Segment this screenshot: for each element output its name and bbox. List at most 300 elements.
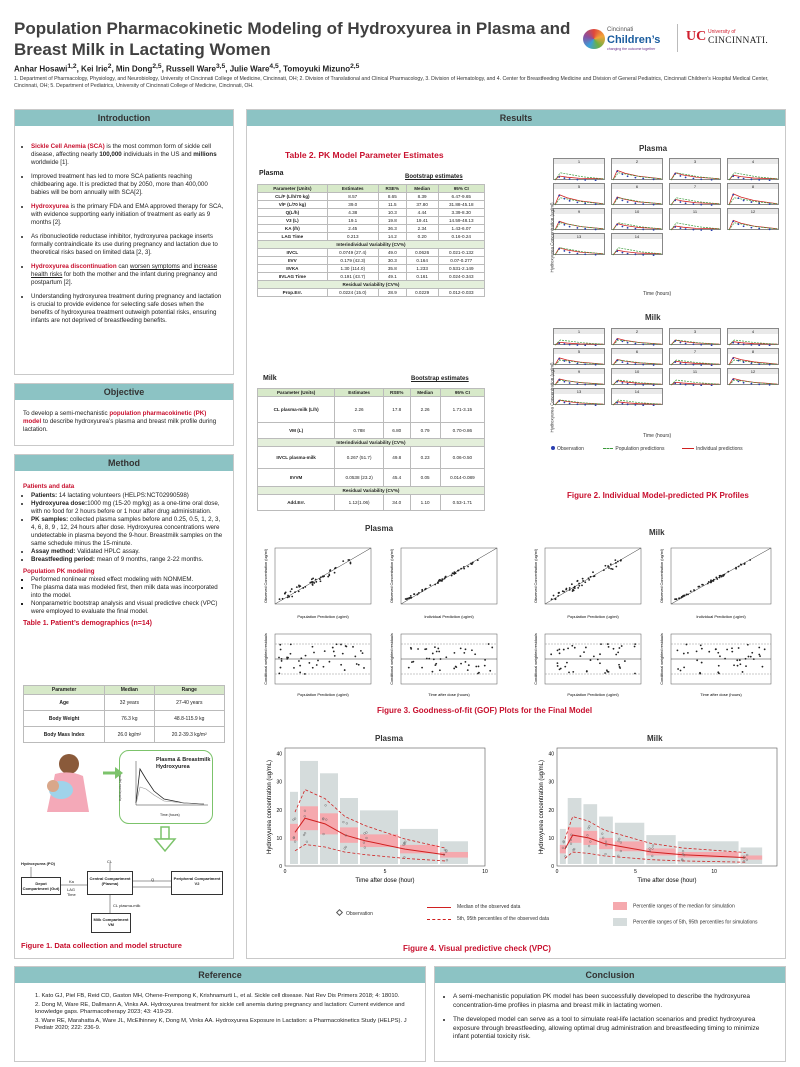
inset-title-2: Hydroxyurea xyxy=(156,764,190,770)
panel-id-label: 5 xyxy=(554,184,604,189)
residual-point xyxy=(764,648,766,650)
reference-1: 1. Kato GJ, Piel FB, Reid CD, Gaston MH, Ohene-Frempong K, Krishnamurti L, et al. Sickle cell disease. Nat Rev Dis Primers 2018; 4: 18010. xyxy=(35,993,400,999)
individual-prediction-line xyxy=(555,400,603,405)
observation-point xyxy=(680,175,682,177)
observation-point xyxy=(751,383,753,385)
pk-profile-panel xyxy=(553,233,605,255)
residual-point xyxy=(428,658,430,660)
observation-point xyxy=(616,381,618,383)
observation-point xyxy=(569,362,571,364)
residual-point xyxy=(408,667,410,669)
observation-point xyxy=(584,253,586,255)
panel-id-label: 14 xyxy=(612,389,662,394)
gof-point xyxy=(749,559,751,561)
observation-point xyxy=(685,177,687,179)
residual-point xyxy=(426,658,428,660)
residual-point xyxy=(557,665,559,667)
observation-point xyxy=(685,202,687,204)
conclusion-body xyxy=(435,983,785,1042)
observation-point xyxy=(685,343,687,345)
gof-point xyxy=(451,575,453,577)
plasma-table-label: Plasma xyxy=(259,170,284,177)
pk-profile-panel xyxy=(669,328,721,345)
observation-point xyxy=(642,254,644,256)
observation-point xyxy=(577,201,579,203)
gof-axis-label: Population Prediction (ug/ml) xyxy=(297,614,349,619)
observation-point xyxy=(616,250,618,252)
affiliations: 1. Department of Pharmacology, Physiology, and Neurobiology, University of Cincinnati College of Medicine, Cincinnati, OH; 2. Division of Translational and Clinical Pharmacology, 3. Division of Hematology, and 4. Center for Breastfeeding Medicine and Division of General Pediatrics, Cincinnati Children’s Hospital Medical Center, Cincinnati, OH; 5. Department of Pediatrics, University of Cincinnati College of Medicine, Cincinnati, OH. xyxy=(14,76,769,89)
observation-point xyxy=(653,344,655,346)
panel-curves xyxy=(670,374,722,386)
observation-point xyxy=(693,178,695,180)
intro-bullet-3: • Hydroxyurea is the primary FDA and EMA approved therapy for SCA, with evidence supporting early initiation of treatment as early as 9 months [2]. xyxy=(31,203,225,227)
panel-curves xyxy=(612,354,664,366)
observation-point xyxy=(674,361,676,363)
gof-point xyxy=(439,579,441,581)
observation-point xyxy=(769,364,771,366)
inset-ylabel: Hydroxyurea (ug/mL) xyxy=(118,772,123,802)
plasma-pk-table: Parameter (Units) Estimates RSE% Median 95% CI CL/F (L/h/70 kg) 8.57 8.65 8.39 6.47-9.65 V/F (L/70 kg) 39.0 11.5 37.80 31.88-45.18 Q(L/h) 4.38 10.3 4.44 3.39-8.30 V3 (L) 19.1 19.8 19.41 14.59-48.13 KA (/h) 2.45 36.3 2.34 1.43-6.07 LAG Time 0.213 14.2 0.20 0.16-0.24 Interindividual Variability (CV%) IIVCL 0.0749 (27.4) 49.0 0.0626 0.021-0.132 IIVV 0.179 (42.3) 30.3 0.164 0.07-0.277 IIVKA 1.30 (114.0) 35.8 1.233 0.531-2.149 IIVLAG Time 0.191 (43.7) 49.1 0.161 0.024-0.343 Residual Variability (CV%) Prop.Err. 0.0224 (15.0) 28.9 0.0229 0.012-0.033 xyxy=(257,184,485,297)
panel-curves xyxy=(612,239,664,256)
gof-point xyxy=(418,592,420,594)
observation-point xyxy=(751,344,753,346)
observation-point xyxy=(751,362,753,364)
pk-profile-panel xyxy=(669,158,721,180)
pk-profile-panel xyxy=(669,183,721,205)
residual-point xyxy=(708,651,710,653)
gof-point xyxy=(592,571,594,573)
gof-point xyxy=(687,593,689,595)
panel-curves xyxy=(554,189,606,206)
residual-point xyxy=(608,671,610,673)
observation-point xyxy=(693,229,695,231)
fig3-plasma-title: Plasma xyxy=(365,524,394,533)
residual-point xyxy=(750,656,752,658)
table1-title: Table 1. Patient’s demographics (n=14) xyxy=(23,620,152,627)
panel-curves xyxy=(670,354,722,366)
gof-point xyxy=(604,565,606,567)
residual-point xyxy=(491,647,493,649)
panel-id-label: 2 xyxy=(612,329,662,334)
observation-point xyxy=(635,202,637,204)
residual-point xyxy=(290,643,292,645)
observation-point xyxy=(564,198,566,200)
panel-id-label: 14 xyxy=(612,234,662,239)
gof-axis-label: Observed Concentration (ug/ml) xyxy=(660,548,664,604)
residual-point xyxy=(618,647,620,649)
individual-prediction-line xyxy=(555,221,603,230)
figure3-title: Figure 3. Goodness-of-fit (GOF) Plots for the Final Model xyxy=(377,706,593,715)
panel-curves xyxy=(670,214,722,231)
residual-point xyxy=(474,653,476,655)
residual-point xyxy=(489,670,491,672)
observation-point xyxy=(627,383,629,385)
milk-table-label: Milk xyxy=(263,375,277,382)
gof-point xyxy=(470,563,472,565)
observation-point xyxy=(622,252,624,254)
residual-point xyxy=(363,667,365,669)
observation-point xyxy=(674,173,676,175)
gof-point xyxy=(735,567,737,569)
observation-point xyxy=(758,228,760,230)
figure4-title: Figure 4. Visual predictive check (VPC) xyxy=(403,944,551,953)
residual-point xyxy=(677,649,679,651)
uc-text-main: CINCINNATI. xyxy=(708,36,769,46)
fig2-milk-ylabel: Hydroxyurea Concentration (ug/ml) xyxy=(549,362,555,433)
observation-point xyxy=(743,225,745,227)
residual-point xyxy=(739,659,741,661)
legend-pct-sim-icon xyxy=(613,918,627,926)
gof-point xyxy=(410,595,412,597)
observation-point xyxy=(674,200,676,202)
residual-point xyxy=(566,662,568,664)
gof-axis-label: Population Prediction (ug/ml) xyxy=(567,692,619,697)
observation-point xyxy=(569,178,571,180)
observation-point xyxy=(769,179,771,181)
observation-point xyxy=(627,253,629,255)
logo-swirl-icon xyxy=(583,29,605,49)
gof-point xyxy=(328,573,330,575)
residual-point xyxy=(604,672,606,674)
flow-arrows xyxy=(15,751,235,869)
gof-point xyxy=(722,574,724,576)
residual-point xyxy=(410,647,412,649)
observation-point xyxy=(642,404,644,406)
panel-id-label: 3 xyxy=(670,329,720,334)
milk-bootstrap-label: Bootstrap estimates xyxy=(411,376,469,382)
observation-point xyxy=(584,228,586,230)
panel-curves xyxy=(612,374,664,386)
vpc-x-tick: 10 xyxy=(711,869,717,875)
residual-point xyxy=(597,659,599,661)
residual-point xyxy=(279,644,281,646)
gof-point xyxy=(569,589,571,591)
observation-point xyxy=(758,179,760,181)
residual-point xyxy=(619,666,621,668)
residual-point xyxy=(634,673,636,675)
residual-point xyxy=(312,646,314,648)
observation-point xyxy=(569,344,571,346)
observation-point xyxy=(635,177,637,179)
observation-point xyxy=(711,385,713,386)
gof-point xyxy=(588,579,590,581)
gof-point xyxy=(607,565,609,567)
vpc-y-tick: 40 xyxy=(548,751,554,758)
gof-point xyxy=(582,578,584,580)
conclusion-bullet-2: • The developed model can serve as a tool to simulate real-life lactation scenarios and predict hydroxyurea exposure through breastfeeding, allowing optimal drug administration and breastfeeding timing to minimize infant potential toxicity risk. xyxy=(453,1016,775,1042)
gof-point xyxy=(285,591,287,593)
observation-point xyxy=(732,357,734,359)
gof-point xyxy=(424,589,426,591)
residual-point xyxy=(354,656,356,658)
individual-prediction-line xyxy=(613,224,661,230)
residual-point xyxy=(434,646,436,648)
residual-point xyxy=(478,672,480,674)
residual-point xyxy=(751,652,753,654)
observation-point xyxy=(622,361,624,363)
gof-point xyxy=(558,592,560,594)
individual-prediction-line xyxy=(729,342,777,345)
observation-point xyxy=(635,343,637,345)
gof-point xyxy=(577,587,579,589)
observation-point xyxy=(653,405,655,406)
vpc-y-tick: 40 xyxy=(276,751,282,758)
residual-point xyxy=(437,648,439,650)
residual-point xyxy=(560,668,562,670)
residual-point xyxy=(715,648,717,650)
residual-point xyxy=(696,659,698,661)
gof-point xyxy=(296,586,298,588)
residual-point xyxy=(305,655,307,657)
residual-point xyxy=(332,647,334,649)
introduction-panel xyxy=(14,109,234,375)
observation-point xyxy=(564,250,566,252)
observation-point xyxy=(758,363,760,365)
observation-point xyxy=(711,344,713,346)
gof-point xyxy=(312,584,314,586)
vpc-x-tick: 5 xyxy=(634,869,637,875)
observation-point xyxy=(758,383,760,385)
residual-point xyxy=(340,644,342,646)
observation-point xyxy=(577,403,579,405)
observation-point xyxy=(680,383,682,385)
observation-point xyxy=(738,197,740,199)
gof-axis-label: Conditional weighted residuals xyxy=(660,633,664,685)
gof-point xyxy=(679,597,681,599)
residual-point xyxy=(733,664,735,666)
panel-curves xyxy=(728,164,780,181)
residual-point xyxy=(299,665,301,667)
vpc-y-tick: 0 xyxy=(551,864,554,870)
vpc-x-tick: 5 xyxy=(383,869,387,875)
panel-id-label: 6 xyxy=(612,349,662,354)
gof-point xyxy=(429,584,431,586)
residual-point xyxy=(762,666,764,668)
observation-point xyxy=(743,200,745,202)
fig4-plasma-title: Plasma xyxy=(375,734,404,743)
observation-point xyxy=(693,343,695,345)
residual-point xyxy=(454,652,456,654)
gof-point xyxy=(287,596,289,598)
observation-point xyxy=(569,226,571,228)
panel-curves xyxy=(554,334,606,346)
gof-point xyxy=(342,560,344,562)
observation-point xyxy=(700,364,702,366)
panel-curves xyxy=(612,214,664,231)
observation-point xyxy=(642,229,644,231)
residual-point xyxy=(280,649,282,651)
intro-bullet-6: • Understanding hydroxyurea treatment during pregnancy and lactation is crucial to provide evidence for selecting safe doses when the benefits of hydroxyurea treatment outweigh potential risks, ensuring infants are not deprived of breastfeeding benefits. xyxy=(31,293,225,325)
observation-point xyxy=(732,379,734,381)
fig3-milk-title: Milk xyxy=(649,528,665,537)
diag-milk-box: Milk Compartment VM xyxy=(91,913,131,933)
residual-point xyxy=(593,656,595,658)
observation-point xyxy=(622,340,624,342)
observation-point xyxy=(627,201,629,203)
vpc-x-tick: 10 xyxy=(482,869,488,875)
panel-id-label: 5 xyxy=(554,349,604,354)
observation-point xyxy=(700,344,702,346)
gof-point xyxy=(298,584,300,586)
gof-point xyxy=(573,587,575,589)
panel-id-label: 4 xyxy=(728,159,778,164)
residual-point xyxy=(726,649,728,651)
gof-point xyxy=(410,597,412,599)
observation-point xyxy=(577,253,579,255)
gof-point xyxy=(610,563,612,565)
gof-point xyxy=(320,580,322,582)
gof-axis-label: Observed Concentration (ug/ml) xyxy=(264,548,268,604)
objective-panel xyxy=(14,383,234,446)
observation-point xyxy=(577,344,579,346)
observation-point xyxy=(700,178,702,180)
residual-point xyxy=(739,663,741,665)
poster-title: Population Pharmacokinetic Modeling of Hydroxyurea in Plasma and Breast Milk in Lactating Women xyxy=(14,19,571,59)
observation-point xyxy=(569,252,571,254)
gof-point xyxy=(590,576,592,578)
panel-curves xyxy=(554,214,606,231)
gof-point xyxy=(463,568,465,570)
residual-point xyxy=(558,648,560,650)
gof-point xyxy=(302,587,304,589)
gof-point xyxy=(738,566,740,568)
method-body: Patients and data • Patients: 14 lactating volunteers (HELPS:NCT02990598) • Hydroxyurea dose:1000 mg (15-20 mg/kg) as a one-time oral dose, with no food for 2 hours before or 1 hour after drug administration. • PK samples: collected plasma samples before and 0.25, 0.5, 1, 2, 3, 4, 6, 8, 9 , 12, 24 hours after dose. Hydroxyurea concentrations were undetectable in plasma beyond the 9-hour. Breastmilk samples on the same schedule minus the 15-minute. • Assay method: Validated HPLC assay. • Breastfeeding period: mean of 9 months, range 2-22 months. Population PK modeling ▪ Performed nonlinear mixed effect modeling with NONMEM. ▪ The plasma data was modeled first, then milk data was incorporated into the model. ▪ Nonparametric bootstrap analysis and visual predictive check (VPC) were employed to evaluate the final model. Table 1. Patient’s demographics (n=14) xyxy=(15,471,233,628)
observation-point xyxy=(622,173,624,175)
observation-point xyxy=(627,403,629,405)
figure2-title: Figure 2. Individual Model-predicted PK Profiles xyxy=(567,491,749,500)
observation-point xyxy=(584,203,586,205)
gof-point xyxy=(614,559,616,561)
observation-point xyxy=(558,176,560,178)
panel-id-label: 8 xyxy=(728,184,778,189)
observation-point xyxy=(577,363,579,365)
observation-point xyxy=(622,226,624,228)
panel-id-label: 7 xyxy=(670,349,720,354)
gof-point xyxy=(290,591,292,593)
residual-point xyxy=(352,646,354,648)
observation-point xyxy=(577,227,579,229)
observation-point xyxy=(732,194,734,196)
gof-point xyxy=(612,568,614,570)
observation-point xyxy=(595,345,597,346)
pk-profile-panel xyxy=(727,348,779,365)
residual-point xyxy=(299,672,301,674)
residual-point xyxy=(742,671,744,673)
residual-point xyxy=(298,660,300,662)
introduction-body xyxy=(15,126,233,325)
residual-point xyxy=(324,650,326,652)
observation-point xyxy=(616,224,618,226)
panel-curves xyxy=(728,374,780,386)
residual-point xyxy=(599,653,601,655)
residual-point xyxy=(484,665,486,667)
vpc-y-tick: 30 xyxy=(276,779,282,786)
panel-curves xyxy=(554,164,606,181)
observation-point xyxy=(564,360,566,362)
pk-profile-panel xyxy=(727,208,779,230)
gof-point xyxy=(406,598,408,600)
residual-point xyxy=(586,671,588,673)
residual-point xyxy=(701,662,703,664)
pk-profile-panel xyxy=(553,208,605,230)
pk-profile-panel xyxy=(611,368,663,385)
gof-point xyxy=(312,577,314,579)
residual-point xyxy=(360,650,362,652)
observation-point xyxy=(635,253,637,255)
legend-median-icon xyxy=(427,907,451,908)
gof-point xyxy=(279,598,281,600)
observation-point xyxy=(700,204,702,206)
observation-point xyxy=(653,254,655,256)
observation-point xyxy=(558,379,560,381)
gof-point xyxy=(565,589,567,591)
pk-profile-panel xyxy=(669,208,721,230)
results-heading: Results xyxy=(247,110,785,126)
reference-heading: Reference xyxy=(15,967,425,983)
observation-point xyxy=(769,203,771,205)
reference-panel xyxy=(14,966,426,1062)
diag-central-box: Central Compartment (Plasma) xyxy=(87,871,133,895)
observation-point xyxy=(738,380,740,382)
pk-profile-panel xyxy=(611,388,663,405)
residual-point xyxy=(281,658,283,660)
residual-point xyxy=(460,647,462,649)
panel-id-label: 1 xyxy=(554,329,604,334)
observation-point xyxy=(758,202,760,204)
pk-profile-panel xyxy=(553,368,605,385)
residual-point xyxy=(624,660,626,662)
panel-id-label: 13 xyxy=(554,389,604,394)
observation-point xyxy=(569,403,571,405)
objective-heading: Objective xyxy=(15,384,233,400)
residual-point xyxy=(574,647,576,649)
panel-curves xyxy=(670,189,722,206)
observation-point xyxy=(642,364,644,366)
gof-point xyxy=(608,567,610,569)
observation-point xyxy=(595,384,597,386)
residual-point xyxy=(617,651,619,653)
observation-point xyxy=(738,223,740,225)
observation-point xyxy=(558,400,560,402)
residual-point xyxy=(600,643,602,645)
residual-point xyxy=(759,655,761,657)
observation-point xyxy=(769,384,771,386)
panel-id-label: 11 xyxy=(670,369,720,374)
residual-point xyxy=(557,649,559,651)
observation-point xyxy=(743,361,745,363)
authors: Anhar Hosawi$^{1,2}$, Kei Irie$^2$, Min Dong$^{2,5}$, Russell Ware$^{3,5}$, Julie Ware$^{4,5}$, Tomoyuki Mizuno$^{2,5}$ xyxy=(14,63,360,74)
residual-point xyxy=(465,661,467,663)
gof-point xyxy=(304,586,306,588)
residual-point xyxy=(300,657,302,659)
uc-text-top: University of xyxy=(708,29,736,35)
gof-axis-label: Conditional weighted residuals xyxy=(534,633,538,685)
diag-depot-box: Depot Compartment (Gut) xyxy=(21,877,61,895)
pk-profile-panel xyxy=(553,388,605,405)
diag-ka-label: Ka xyxy=(69,879,74,884)
panel-curves xyxy=(670,334,722,346)
diag-clm-label: CL plasma-milk xyxy=(113,903,141,908)
residual-point xyxy=(333,651,335,653)
observation-point xyxy=(635,404,637,406)
observation-point xyxy=(758,344,760,346)
observation-point xyxy=(627,227,629,229)
observation-point xyxy=(558,342,560,344)
panel-curves xyxy=(728,189,780,206)
gof-point xyxy=(675,598,677,600)
panel-id-label: 10 xyxy=(612,209,662,214)
residual-point xyxy=(564,666,566,668)
